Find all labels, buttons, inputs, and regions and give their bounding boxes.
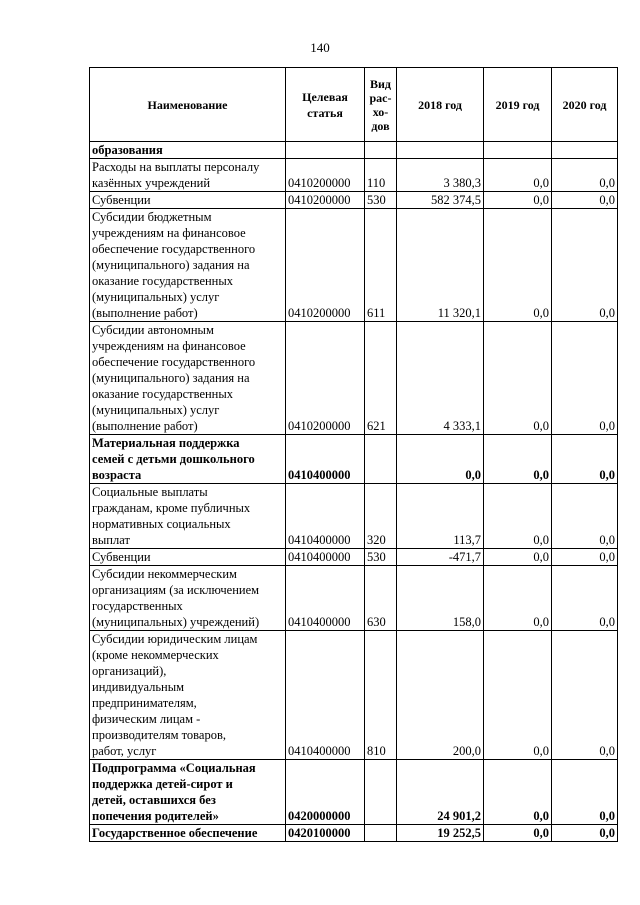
row-2020: 0,0 (552, 435, 618, 484)
row-2018: 11 320,1 (397, 209, 484, 322)
table-row (90, 631, 618, 760)
row-target (286, 142, 365, 159)
row-2020: 0,0 (552, 192, 618, 209)
table-body (90, 142, 618, 842)
row-2018: 4 333,1 (397, 322, 484, 435)
page-number: 140 (310, 40, 330, 55)
row-name (90, 142, 286, 159)
header-vid-line: Вид (370, 76, 391, 91)
row-name (90, 322, 286, 435)
row-target: 0410200000 (286, 159, 365, 192)
row-2019: 0,0 (484, 435, 552, 484)
row-name-line: (муниципальных) услуг (92, 403, 220, 417)
row-name-line: (муниципальных) учреждений) (92, 615, 260, 629)
row-vid: 530 (365, 549, 397, 566)
row-name-line: организаций), (92, 664, 167, 678)
row-name-line: гражданам, кроме публичных (92, 501, 251, 515)
row-name (90, 566, 286, 631)
row-2019 (484, 142, 552, 159)
row-2020: 0,0 (552, 209, 618, 322)
row-name-line: обеспечение государственного (92, 242, 256, 256)
row-name-line: поддержка детей-сирот и (92, 777, 233, 791)
row-name (90, 825, 286, 842)
table-row (90, 825, 618, 842)
row-name-line: оказание государственных (92, 387, 234, 401)
row-vid (365, 142, 397, 159)
row-name-line: государственных (92, 599, 183, 613)
row-name-line: Субсидии некоммерческим (92, 567, 237, 581)
row-name-line: нормативных социальных (92, 517, 231, 531)
row-name-line: организациям (за исключением (92, 583, 260, 597)
row-2018: -471,7 (397, 549, 484, 566)
header-vid-line: рас- (369, 90, 392, 105)
header-vid-line: хо- (372, 104, 389, 119)
header-2019: 2019 год (484, 68, 552, 142)
table-row (90, 159, 618, 192)
header-vid-line: дов (371, 118, 390, 133)
row-2018: 0,0 (397, 435, 484, 484)
budget-table (89, 67, 618, 842)
row-name-line: Субсидии юридическим лицам (92, 632, 258, 646)
row-name-line: работ, услуг (92, 744, 157, 758)
row-name-line: Субсидии бюджетным (92, 210, 212, 224)
row-vid: 530 (365, 192, 397, 209)
row-target: 0410200000 (286, 192, 365, 209)
row-2019: 0,0 (484, 484, 552, 549)
row-2018 (397, 142, 484, 159)
row-target: 0420000000 (286, 760, 365, 825)
row-2020: 0,0 (552, 549, 618, 566)
table-row (90, 435, 618, 484)
row-2020: 0,0 (552, 631, 618, 760)
table-row (90, 549, 618, 566)
row-name (90, 209, 286, 322)
table-row (90, 209, 618, 322)
row-2020: 0,0 (552, 322, 618, 435)
row-2018: 113,7 (397, 484, 484, 549)
row-2019: 0,0 (484, 159, 552, 192)
row-2020: 0,0 (552, 566, 618, 631)
table-row (90, 484, 618, 549)
table-row (90, 760, 618, 825)
row-name-line: Субвенции (92, 193, 151, 207)
row-vid: 110 (365, 159, 397, 192)
row-name-line: (муниципального) задания на (92, 371, 250, 385)
row-name-line: Материальная поддержка (92, 436, 240, 450)
row-name-line: (муниципального) задания на (92, 258, 250, 272)
row-2018: 24 901,2 (397, 760, 484, 825)
row-2018: 158,0 (397, 566, 484, 631)
row-target: 0410400000 (286, 566, 365, 631)
row-name-line: производителям товаров, (92, 728, 226, 742)
row-name-line: Подпрограмма «Социальная (92, 761, 256, 775)
row-2020: 0,0 (552, 484, 618, 549)
row-name-line: обеспечение государственного (92, 355, 256, 369)
row-target: 0410400000 (286, 435, 365, 484)
header-row (90, 68, 618, 142)
row-vid (365, 760, 397, 825)
row-vid: 630 (365, 566, 397, 631)
row-name-line: Государственное обеспечение (92, 826, 258, 840)
row-name-line: попечения родителей» (92, 809, 219, 823)
row-name-line: Субсидии автономным (92, 323, 214, 337)
row-name (90, 760, 286, 825)
row-name-line: (муниципальных) услуг (92, 290, 220, 304)
row-name-line: индивидуальным (92, 680, 185, 694)
table-row (90, 192, 618, 209)
row-name (90, 631, 286, 760)
header-vid (365, 68, 397, 142)
row-name-line: выплат (92, 533, 130, 547)
row-vid: 810 (365, 631, 397, 760)
header-2018: 2018 год (397, 68, 484, 142)
row-2018: 3 380,3 (397, 159, 484, 192)
row-target: 0410200000 (286, 209, 365, 322)
row-name-line: семей с детьми дошкольного (92, 452, 255, 466)
row-name-line: детей, оставшихся без (92, 793, 216, 807)
row-2020: 0,0 (552, 825, 618, 842)
row-name-line: возраста (92, 468, 142, 482)
row-vid: 611 (365, 209, 397, 322)
row-2019: 0,0 (484, 549, 552, 566)
row-2018: 582 374,5 (397, 192, 484, 209)
row-2019: 0,0 (484, 825, 552, 842)
row-name (90, 435, 286, 484)
row-2020: 0,0 (552, 760, 618, 825)
row-2019: 0,0 (484, 209, 552, 322)
table-row (90, 142, 618, 159)
header-2020: 2020 год (552, 68, 618, 142)
row-name (90, 549, 286, 566)
row-2019: 0,0 (484, 631, 552, 760)
row-name-line: физическим лицам - (92, 712, 201, 726)
table-row (90, 322, 618, 435)
header-target: Целевая статья (286, 68, 365, 142)
row-target: 0410200000 (286, 322, 365, 435)
row-2020 (552, 142, 618, 159)
row-vid (365, 435, 397, 484)
table-row (90, 566, 618, 631)
row-name-line: (выполнение работ) (92, 419, 198, 433)
row-name-line: Субвенции (92, 550, 151, 564)
row-name-line: Расходы на выплаты персоналу (92, 160, 260, 174)
row-vid: 320 (365, 484, 397, 549)
header-name: Наименование (90, 68, 286, 142)
row-name-line: (кроме некоммерческих (92, 648, 219, 662)
row-name-line: (выполнение работ) (92, 306, 198, 320)
row-target: 0410400000 (286, 484, 365, 549)
row-name-line: казённых учреждений (92, 176, 211, 190)
row-name (90, 484, 286, 549)
row-2018: 19 252,5 (397, 825, 484, 842)
row-name-line: учреждениям на финансовое (92, 339, 246, 353)
row-name (90, 159, 286, 192)
row-name-line: оказание государственных (92, 274, 234, 288)
row-2019: 0,0 (484, 192, 552, 209)
row-vid (365, 825, 397, 842)
row-target: 0410400000 (286, 631, 365, 760)
row-2018: 200,0 (397, 631, 484, 760)
row-vid: 621 (365, 322, 397, 435)
row-name (90, 192, 286, 209)
row-target: 0420100000 (286, 825, 365, 842)
row-2019: 0,0 (484, 322, 552, 435)
row-name-line: предпринимателям, (92, 696, 197, 710)
row-name-line: Социальные выплаты (92, 485, 208, 499)
row-name-line: образования (92, 143, 163, 157)
row-2020: 0,0 (552, 159, 618, 192)
row-name-line: учреждениям на финансовое (92, 226, 246, 240)
row-target: 0410400000 (286, 549, 365, 566)
row-2019: 0,0 (484, 760, 552, 825)
row-2019: 0,0 (484, 566, 552, 631)
